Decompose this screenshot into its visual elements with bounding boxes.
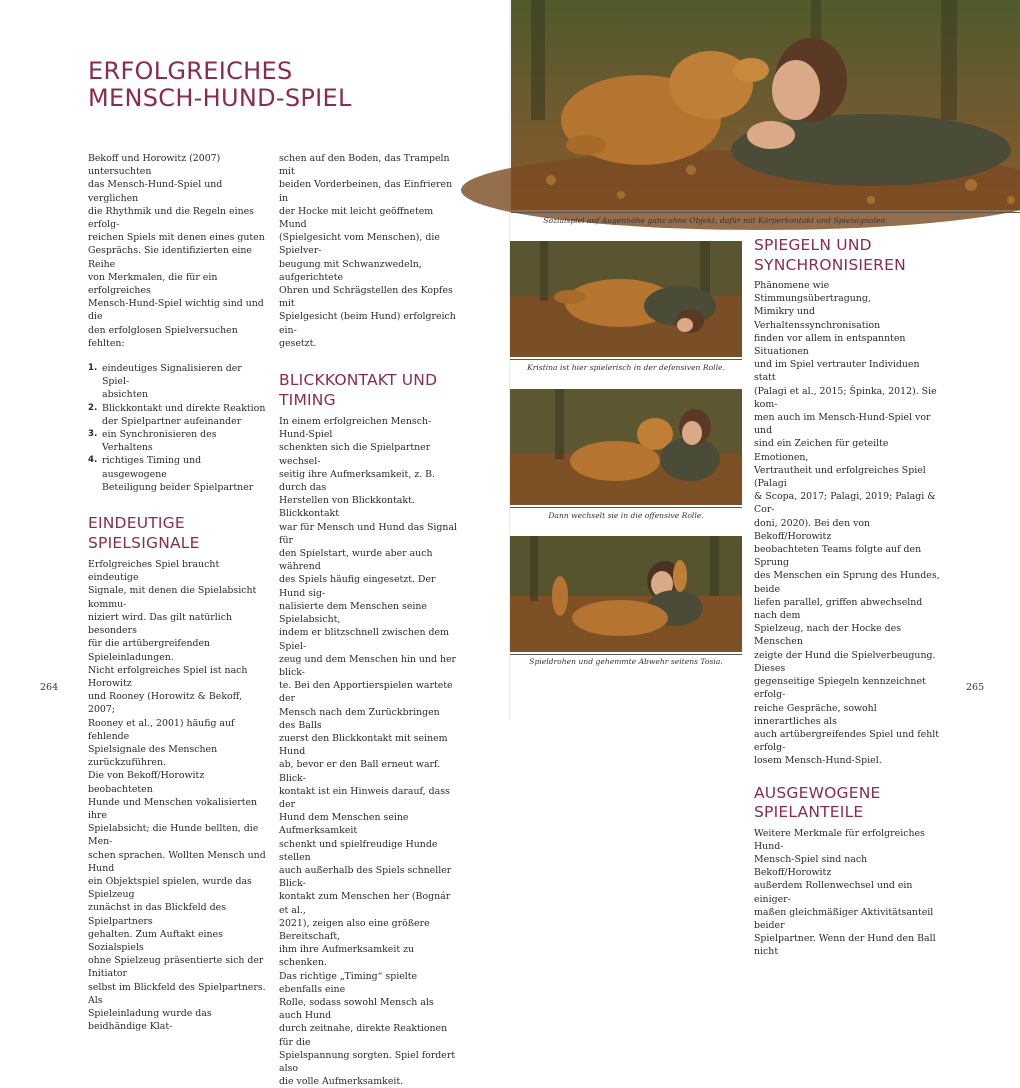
caption-rule <box>511 212 1020 213</box>
text-line: kontakt ist ein Hinweis darauf, dass der <box>279 785 450 810</box>
text-line: eindeutiges Signalisieren der Spiel- <box>102 363 242 388</box>
text-line: war für Mensch und Hund das Signal für <box>279 521 458 546</box>
photo1-caption: Kristina ist hier spielerisch in der defensiven Rolle. <box>527 363 725 372</box>
section-heading-spielsignale <box>88 514 268 553</box>
text-line: Spielzeug, nach der Hocke des Menschen <box>754 623 902 648</box>
section-heading-blickkontakt <box>279 371 459 410</box>
left-column <box>88 152 268 1033</box>
body-paragraph <box>279 415 459 1088</box>
text-line: richtiges Timing und ausgewogene <box>102 455 202 480</box>
caption-rule <box>510 359 742 360</box>
text-line: Mensch nach dem Zurückbringen des Balls <box>279 706 440 731</box>
text-line: niziert wird. Das gilt natürlich besonders <box>88 611 233 637</box>
heading-line: SYNCHRONISIEREN <box>754 255 906 274</box>
text-line: Mensch-Spiel sind nach Bekoff/Horowitz <box>754 853 868 879</box>
caption-rule <box>510 654 742 655</box>
list-item <box>88 428 268 454</box>
woman-dog-face-to-face-photo <box>511 0 1020 210</box>
photo3-caption: Spieldrohen und gehemmte Abwehr seitens Tosia. <box>529 657 723 666</box>
text-line: doni, 2020). Bei den von Bekoff/Horowitz <box>754 517 871 542</box>
text-line: absichten <box>102 389 149 401</box>
text-line: Herstellen von Blickkontakt. Blickkontakt <box>279 495 415 520</box>
text-line: Spieleinladung wurde das beidhändige Klat- <box>88 1007 212 1033</box>
text-line: (Palagi et al., 2015; Špinka, 2012). Sie kom- <box>754 385 937 410</box>
text-line: nalisierte dem Menschen seine Spielabsicht, <box>279 600 427 626</box>
text-line: den Spielstart, wurde aber auch während <box>279 548 433 573</box>
woman-hugging-dog-photo <box>510 389 742 505</box>
list-text <box>102 454 268 494</box>
intro-paragraph <box>88 152 268 350</box>
list-number: 4. <box>88 455 98 466</box>
main-photo-caption: Sozialspiel auf Augenhöhe ganz ohne Objekt, dafür mit Körperkontakt und Spielsignalen. <box>543 216 888 225</box>
list-item <box>88 454 268 494</box>
text-line: durch zeitnahe, direkte Reaktionen für die <box>279 1023 448 1048</box>
text-line: Signale, mit denen die Spielabsicht kommu- <box>88 585 257 610</box>
text-line: kontakt zum Menschen her (Bognár et al., <box>279 891 451 916</box>
text-line: außerdem Rollenwechsel und ein einiger- <box>754 880 913 905</box>
text-line: Mensch-Hund-Spiel wichtig sind und die <box>88 298 264 323</box>
text-line: Ohren und Schrägstellen des Kopfes mit <box>279 285 453 310</box>
text-line: losem Mensch-Hund-Spiel. <box>754 755 882 767</box>
list-number: 3. <box>88 429 98 440</box>
text-line: von Merkmalen, die für ein erfolgreiches <box>88 271 218 297</box>
photo2-caption: Dann wechselt sie in die offensive Rolle. <box>548 511 704 520</box>
text-line: Nicht erfolgreiches Spiel ist nach Horowitz <box>88 664 248 689</box>
list-number: 1. <box>88 363 98 374</box>
text-line: beiden Vorderbeinen, das Einfrieren in <box>279 179 453 204</box>
text-line: des Spiels häufig eingesetzt. Der Hund sig- <box>279 574 436 599</box>
text-line: beugung mit Schwanzwedeln, aufgerichtete <box>279 258 422 283</box>
body-paragraph <box>88 558 268 1033</box>
text-line: Weitere Merkmale für erfolgreiches Hund- <box>754 827 925 852</box>
text-line: Das richtige „Timing“ spielte ebenfalls eine <box>279 970 418 995</box>
text-line: Spielabsicht; die Hunde bellten, die Men- <box>88 823 259 848</box>
text-line: indem er blitzschnell zwischen dem Spiel- <box>279 627 449 652</box>
text-line: und im Spiel vertrauter Individuen statt <box>754 359 920 384</box>
text-line: und Rooney (Horowitz & Bekoff, 2007; <box>88 691 242 716</box>
text-line: & Scopa, 2017; Palagi, 2019; Palagi & Cor- <box>754 491 936 516</box>
text-line: schen auf den Boden, das Trampeln mit <box>279 153 450 178</box>
title-line: ERFOLGREICHES <box>88 57 293 85</box>
text-line: Spielspannung sorgten. Spiel fordert also <box>279 1049 456 1074</box>
text-line: Spielpartner. Wenn der Hund den Ball nicht <box>754 933 936 958</box>
text-line: schen sprachen. Wollten Mensch und Hund <box>88 849 266 874</box>
text-line: ab, bevor er den Ball erneut warf. Blick- <box>279 759 441 784</box>
page-number-right: 265 <box>966 682 985 693</box>
text-line: ihm ihre Aufmerksamkeit zu schenken. <box>279 944 415 969</box>
heading-line: AUSGEWOGENE <box>754 783 881 802</box>
heading-line: SPIELANTEILE <box>754 803 864 822</box>
text-line: der Hocke mit leicht geöffnetem Mund <box>279 205 434 231</box>
text-line: ein Synchronisieren des Verhaltens <box>102 429 217 454</box>
list-item <box>88 362 268 402</box>
dog-on-back-playing-photo <box>510 536 742 652</box>
text-line: ohne Spielzeug präsentierte sich der Initiator <box>88 955 264 980</box>
text-line: te. Bei den Apportierspielen wartete der <box>279 680 453 705</box>
text-line: Beteiligung beider Spielpartner <box>102 481 254 493</box>
heading-line: SPIEGELN UND <box>754 236 872 254</box>
text-line: Spielgesicht (beim Hund) erfolgreich ein- <box>279 311 456 336</box>
text-line: men auch im Mensch-Hund-Spiel vor und <box>754 412 931 437</box>
text-line: maßen gleichmäßiger Aktivitätsanteil beider <box>754 906 934 931</box>
title-line: MENSCH-HUND-SPIEL <box>88 84 352 112</box>
section-heading-spiegeln <box>754 236 940 275</box>
text-line: Hunde und Menschen vokalisierten ihre <box>88 796 258 821</box>
right-column <box>754 216 940 959</box>
text-line: auch artübergreifendes Spiel und fehlt erfolg- <box>754 728 940 754</box>
text-line: beobachteten Teams folgte auf den Sprung <box>754 544 922 569</box>
text-line: den erfolglosen Spielversuchen fehlten: <box>88 324 238 349</box>
text-line: In einem erfolgreichen Mensch-Hund-Spiel <box>279 416 432 441</box>
text-line: seitig ihre Aufmerksamkeit, z. B. durch das <box>279 468 436 494</box>
feature-list <box>88 362 268 494</box>
body-paragraph <box>754 827 940 959</box>
text-line: zeug und dem Menschen hin und her blick- <box>279 653 457 678</box>
list-text <box>102 362 268 402</box>
text-line: schenkt und spielfreudige Hunde stellen <box>279 838 438 863</box>
text-line: die volle Aufmerksamkeit. <box>279 1076 404 1088</box>
heading-line: SPIELSIGNALE <box>88 533 200 552</box>
heading-line: BLICKKONTAKT UND <box>279 371 438 390</box>
text-line: für die artübergreifenden Spieleinladungen. <box>88 638 211 663</box>
middle-column <box>279 152 459 1088</box>
body-paragraph <box>754 279 940 768</box>
text-line: Rolle, sodass sowohl Mensch als auch Hund <box>279 996 434 1022</box>
text-line: sind ein Zeichen für geteilte Emotionen, <box>754 438 889 463</box>
text-line: Mimikry und Verhaltenssynchronisation <box>754 306 881 331</box>
text-line: zunächst in das Blickfeld des Spielpartners <box>88 902 227 927</box>
text-line: schenkten sich die Spielpartner wechsel- <box>279 442 431 467</box>
page-title <box>88 58 352 112</box>
list-text <box>102 402 265 428</box>
text-line: die Rhythmik und die Regeln eines erfolg- <box>88 205 254 231</box>
text-line: (Spielgesicht vom Menschen), die Spielver- <box>279 232 440 257</box>
list-number: 2. <box>88 402 98 413</box>
list-text <box>102 428 268 454</box>
text-line: reichen Spiels mit denen eines guten <box>88 232 265 244</box>
text-line: gehalten. Zum Auftakt eines Sozialspiels <box>88 928 223 953</box>
text-line: Spielsignale des Menschen zurückzuführen. <box>88 743 218 769</box>
body-paragraph <box>279 152 459 350</box>
text-line: zuerst den Blickkontakt mit seinem Hund <box>279 732 448 758</box>
text-line: gegenseitige Spiegeln kennzeichnet erfolg- <box>754 676 926 701</box>
heading-line: TIMING <box>279 390 336 409</box>
text-line: ein Objektspiel spielen, wurde das Spielzeug <box>88 875 252 901</box>
text-line: Vertrautheit und erfolgreiches Spiel (Palagi <box>754 464 926 490</box>
text-line: Gesprächs. Sie identifizierten eine Reihe <box>88 245 252 270</box>
text-line: Hund dem Menschen seine Aufmerksamkeit <box>279 812 409 837</box>
text-line: der Spielpartner aufeinander <box>102 415 242 427</box>
section-heading-spielanteile <box>754 784 940 823</box>
text-line: selbst im Blickfeld des Spielpartners. Als <box>88 981 266 1006</box>
text-line: liefen parallel, griffen abwechselnd nach dem <box>754 596 923 622</box>
text-line: Erfolgreiches Spiel braucht eindeutige <box>88 559 220 584</box>
page-number-left: 264 <box>40 682 59 693</box>
text-line: reiche Gespräche, sowohl innerartliches als <box>754 702 877 727</box>
text-line: gesetzt. <box>279 337 317 349</box>
text-line: Blickkontakt und direkte Reaktion <box>102 402 266 414</box>
caption-rule <box>510 507 742 508</box>
text-line: Rooney et al., 2001) häufig auf fehlende <box>88 717 235 742</box>
text-line: Bekoff und Horowitz (2007) untersuchten <box>88 153 221 178</box>
woman-lying-with-dog-photo <box>510 241 742 357</box>
text-line: des Menschen ein Sprung des Hundes, beide <box>754 570 940 595</box>
text-line: Die von Bekoff/Horowitz beobachteten <box>88 770 205 795</box>
text-line: das Mensch-Hund-Spiel und verglichen <box>88 179 223 204</box>
text-line: auch außerhalb des Spiels schneller Blick- <box>279 864 452 890</box>
text-line: 2021), zeigen also eine größere Bereitschaft, <box>279 917 430 942</box>
text-line: finden vor allem in entspannten Situationen <box>754 332 906 358</box>
text-line: zeigte der Hund die Spielverbeugung. Dieses <box>754 649 936 674</box>
text-line: Phänomene wie Stimmungsübertragung, <box>754 280 871 305</box>
list-item <box>88 402 268 428</box>
heading-line: EINDEUTIGE <box>88 514 185 533</box>
